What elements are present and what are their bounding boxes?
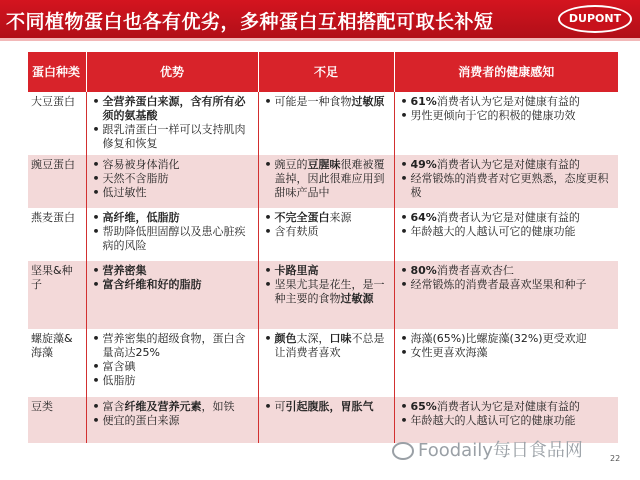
perception-list [399, 95, 615, 123]
table-header-row [28, 52, 618, 92]
cons-list [263, 332, 390, 360]
cons-list [263, 264, 390, 306]
wechat-icon [392, 442, 414, 460]
pros-list-cell [86, 208, 258, 261]
perception-list [399, 211, 615, 239]
perception-list-cell [394, 208, 618, 261]
cons-list [263, 211, 390, 239]
list-item: • 富含纤维和好的脂肪 [91, 278, 254, 292]
cons-list [263, 95, 390, 109]
page-number: 22 [610, 454, 621, 463]
banner-stripe [0, 38, 640, 41]
list-item: • 年龄越大的人越认可它的健康功能 [399, 225, 615, 239]
protein-kind: 燕麦蛋白 [28, 208, 86, 261]
pros-list-cell [86, 397, 258, 443]
cons-list [263, 400, 390, 414]
list-item: • 豌豆的豆腥味很难被覆盖掉，因此很难应用到甜味产品中 [263, 158, 390, 200]
protein-kind: 大豆蛋白 [28, 92, 86, 155]
list-item: • 天然不含脂肪 [91, 172, 254, 186]
list-item: • 营养密集的超级食物，蛋白含量高达25% [91, 332, 254, 360]
protein-kind: 螺旋藻&海藻 [28, 329, 86, 397]
list-item: • 富含碘 [91, 360, 254, 374]
list-item: • 容易被身体消化 [91, 158, 254, 172]
perception-list [399, 400, 615, 428]
title-banner [0, 0, 640, 38]
perception-list [399, 158, 615, 200]
cons-list-cell [258, 92, 394, 155]
cons-list-cell [258, 208, 394, 261]
list-item: • 不完全蛋白来源 [263, 211, 390, 225]
list-item: • 女性更喜欢海藻 [399, 346, 615, 360]
list-item: • 80%消费者喜欢杏仁 [399, 264, 615, 278]
dupont-logo: DUPONT [558, 5, 632, 33]
list-item: • 全营养蛋白来源，含有所有必须的氨基酸 [91, 95, 254, 123]
list-item: • 经常锻炼的消费者最喜欢坚果和种子 [399, 278, 615, 292]
pros-list [91, 332, 254, 388]
header-pros: 优势 [86, 52, 258, 92]
watermark-text: Foodaily每日食品网 [418, 440, 583, 461]
perception-list [399, 332, 615, 360]
header-cons: 不足 [258, 52, 394, 92]
cons-list-cell [258, 397, 394, 443]
table-row [28, 155, 618, 208]
list-item: • 65%消费者认为它是对健康有益的 [399, 400, 615, 414]
pros-list [91, 400, 254, 428]
header-kind: 蛋白种类 [28, 52, 86, 92]
cons-list-cell [258, 261, 394, 329]
header-perception: 消费者的健康感知 [394, 52, 618, 92]
list-item: • 跟乳清蛋白一样可以支持肌肉修复和恢复 [91, 123, 254, 151]
list-item: • 可能是一种食物过敏原 [263, 95, 390, 109]
list-item: • 可引起腹胀，胃胀气 [263, 400, 390, 414]
list-item: • 男性更倾向于它的积极的健康功效 [399, 109, 615, 123]
list-item: • 64%消费者认为它是对健康有益的 [399, 211, 615, 225]
pros-list [91, 158, 254, 200]
list-item: • 高纤维，低脂肪 [91, 211, 254, 225]
page-title: 不同植物蛋白也各有优劣，多种蛋白互相搭配可取长补短 [6, 11, 494, 33]
table-row [28, 92, 618, 155]
list-item: • 帮助降低胆固醇以及患心脏疾病的风险 [91, 225, 254, 253]
list-item: • 61%消费者认为它是对健康有益的 [399, 95, 615, 109]
list-item: • 富含纤维及营养元素，如铁 [91, 400, 254, 414]
list-item: • 低脂肪 [91, 374, 254, 388]
cons-list-cell [258, 155, 394, 208]
list-item: • 低过敏性 [91, 186, 254, 200]
table-row [28, 329, 618, 397]
list-item: • 颜色太深，口味不总是让消费者喜欢 [263, 332, 390, 360]
pros-list [91, 264, 254, 292]
protein-kind: 豆类 [28, 397, 86, 443]
list-item: • 含有麸质 [263, 225, 390, 239]
table-row [28, 208, 618, 261]
list-item: • 营养密集 [91, 264, 254, 278]
pros-list [91, 211, 254, 253]
pros-list-cell [86, 261, 258, 329]
protein-kind: 豌豆蛋白 [28, 155, 86, 208]
list-item: • 49%消费者认为它是对健康有益的 [399, 158, 615, 172]
perception-list-cell [394, 261, 618, 329]
pros-list-cell [86, 329, 258, 397]
list-item: • 经常锻炼的消费者对它更熟悉，态度更积极 [399, 172, 615, 200]
watermark [392, 436, 583, 462]
protein-comparison-table [28, 52, 618, 443]
list-item: • 卡路里高 [263, 264, 390, 278]
pros-list [91, 95, 254, 151]
cons-list [263, 158, 390, 200]
list-item: • 便宜的蛋白来源 [91, 414, 254, 428]
perception-list [399, 264, 615, 292]
table-body [28, 92, 618, 443]
list-item: • 坚果尤其是花生，是一种主要的食物过敏源 [263, 278, 390, 306]
cons-list-cell [258, 329, 394, 397]
perception-list-cell [394, 329, 618, 397]
list-item: • 海藻(65%)比螺旋藻(32%)更受欢迎 [399, 332, 615, 346]
table-row [28, 261, 618, 329]
perception-list-cell [394, 155, 618, 208]
perception-list-cell [394, 92, 618, 155]
list-item: • 年龄越大的人越认可它的健康功能 [399, 414, 615, 428]
pros-list-cell [86, 92, 258, 155]
protein-kind: 坚果&种子 [28, 261, 86, 329]
pros-list-cell [86, 155, 258, 208]
